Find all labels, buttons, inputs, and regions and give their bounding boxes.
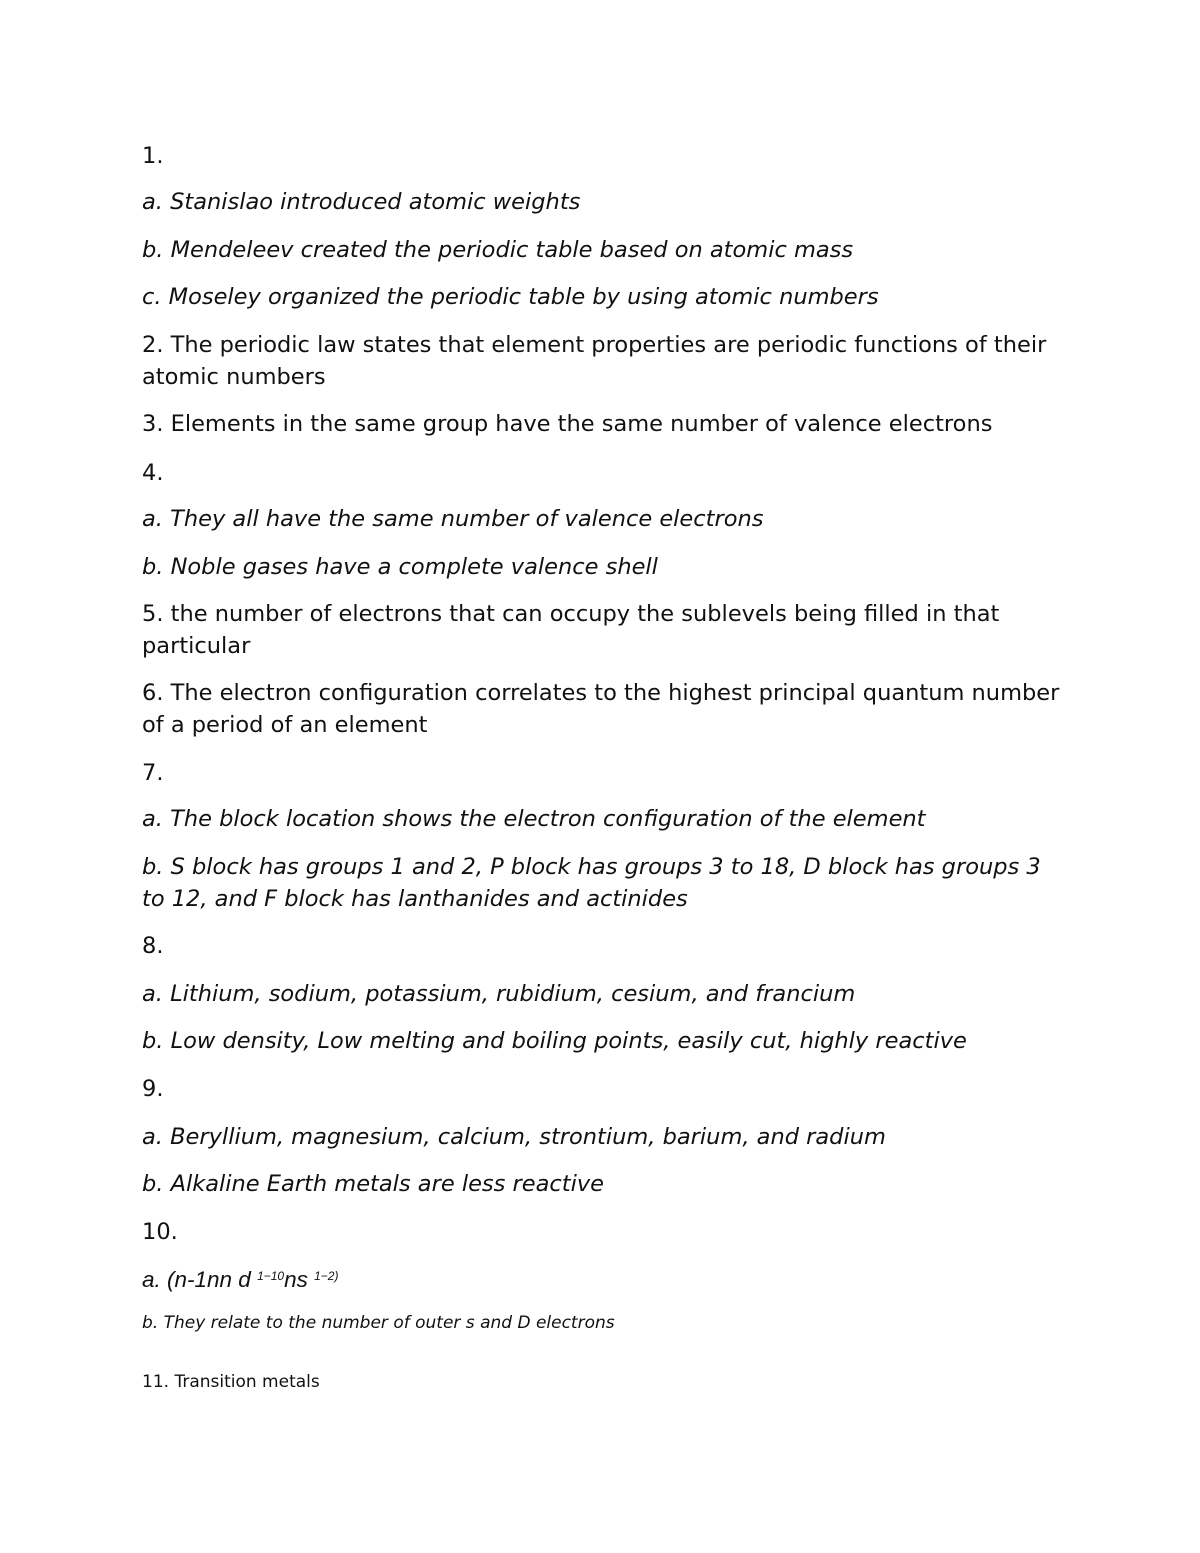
item-4a: a. They all have the same number of valence electrons [142, 506, 764, 532]
item-4b: b. Noble gases have a complete valence shell [142, 554, 658, 580]
item-10a-formula [142, 1264, 1062, 1296]
item-1c: c. Moseley organized the periodic table by using atomic numbers [142, 284, 879, 310]
item-1a: a. Stanislao introduced atomic weights [142, 189, 581, 215]
item-10-number: 10. [142, 1219, 178, 1245]
item-9b: b. Alkaline Earth metals are less reactive [142, 1171, 604, 1197]
item-7a: a. The block location shows the electron configuration of the element [142, 806, 926, 832]
formula-middle: ns [284, 1267, 315, 1292]
item-6: 6. The electron configuration correlates to the highest principal quantum number of a period of an element [142, 680, 1060, 738]
item-4-number: 4. [142, 460, 164, 486]
item-11: 11. Transition metals [142, 1372, 320, 1392]
item-7b: b. S block has groups 1 and 2, P block has groups 3 to 18, D block has groups 3 to 12, and F block has lanthanides and actinides [142, 854, 1041, 912]
item-3: 3. Elements in the same group have the same number of valence electrons [142, 411, 993, 437]
formula-superscript-d: 1−10 [257, 1269, 285, 1283]
item-8-number: 8. [142, 933, 164, 959]
formula-superscript-s: 1−2) [314, 1269, 339, 1283]
item-8a: a. Lithium, sodium, potassium, rubidium, cesium, and francium [142, 981, 856, 1007]
item-1-number: 1. [142, 143, 164, 169]
item-9a: a. Beryllium, magnesium, calcium, strontium, barium, and radium [142, 1124, 886, 1150]
item-1b: b. Mendeleev created the periodic table based on atomic mass [142, 237, 854, 263]
item-9-number: 9. [142, 1076, 164, 1102]
item-10b: b. They relate to the number of outer s and D electrons [142, 1313, 615, 1333]
item-8b: b. Low density, Low melting and boiling points, easily cut, highly reactive [142, 1028, 967, 1054]
item-2: 2. The periodic law states that element properties are periodic functions of their atomic numbers [142, 332, 1047, 390]
item-7-number: 7. [142, 760, 164, 786]
formula-prefix: a. (n-1nn d [142, 1267, 258, 1292]
item-5: 5. the number of electrons that can occupy the sublevels being filled in that particular [142, 601, 1000, 659]
